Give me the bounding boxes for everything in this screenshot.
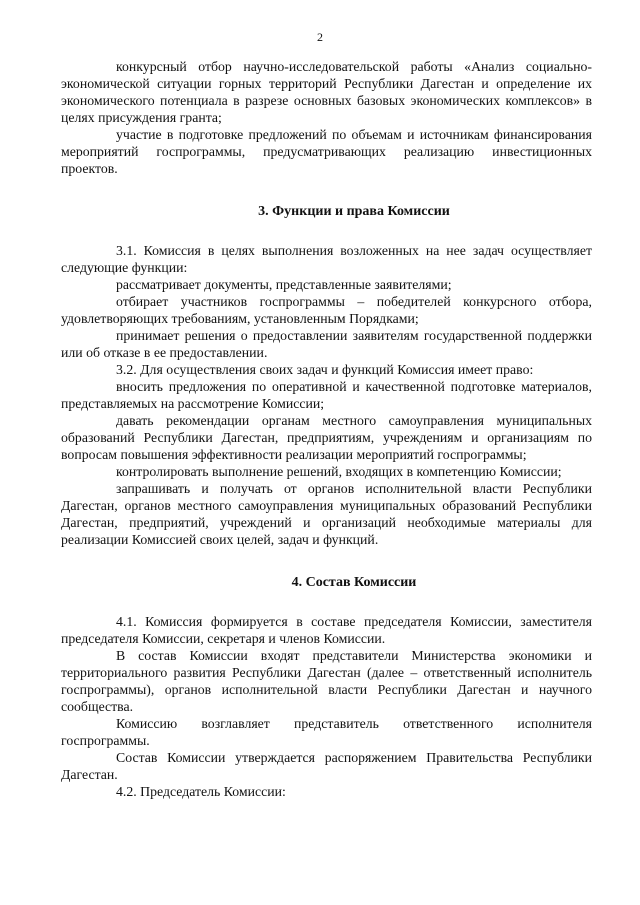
paragraph: контролировать выполнение решений, входящих в компетенцию Комиссии; [116,464,562,479]
paragraph: участие в подготовке предложений по объемам и источникам финансирования мероприятий госпрограммы, предусматривающих реализацию инвестиционных проектов. [61,127,592,176]
paragraph: 3.1. Комиссия в целях выполнения возложенных на нее задач осуществляет следующие функции: [61,243,592,275]
paragraph: В состав Комиссии входят представители Министерства экономики и территориального развития Республики Дагестан (далее – ответственный исполнитель госпрограммы), органов исполнительной власти Республики Дагестан и научного сообщества. [61,648,592,714]
section-heading: 3. Функции и права Комиссии [258,204,450,219]
paragraph: 3.2. Для осуществления своих задач и функций Комиссия имеет право: [116,362,534,377]
paragraph: Состав Комиссии утверждается распоряжением Правительства Республики Дагестан. [61,750,592,782]
paragraph: 4.2. Председатель Комиссии: [116,784,286,799]
paragraph: 4.1. Комиссия формируется в составе председателя Комиссии, заместителя председателя Комиссии, секретаря и членов Комиссии. [61,614,592,646]
paragraph: рассматривает документы, представленные заявителями; [116,277,452,292]
paragraph: конкурсный отбор научно-исследовательской работы «Анализ социально-экономической ситуации горных территорий Республики Дагестан и определение их экономического потенциала в разрезе основных базовых экономических комплексов» в целях присуждения гранта; [61,59,592,125]
paragraph: Комиссию возглавляет представитель ответственного исполнителя госпрограммы. [61,716,592,748]
paragraph: давать рекомендации органам местного самоуправления муниципальных образований Республики Дагестан, предприятиям, учреждениям и организациям по вопросам повышения эффективности реализации мероприятий госпрограммы; [61,413,592,462]
paragraph: запрашивать и получать от органов исполнительной власти Республики Дагестан, органов местного самоуправления муниципальных образований Республики Дагестан, предприятий, учреждений и организаций необходимые материалы для реализации Комиссией своих целей, задач и функций. [61,481,592,547]
section-heading: 4. Состав Комиссии [291,575,417,590]
paragraph: принимает решения о предоставлении заявителям государственной поддержки или об отказе в ее предоставлении. [61,328,592,360]
paragraph: отбирает участников госпрограммы – победителей конкурсного отбора, удовлетворяющих требованиям, установленным Порядками; [61,294,592,326]
document-body [61,58,592,800]
paragraph: вносить предложения по оперативной и качественной подготовке материалов, представляемых на рассмотрение Комиссии; [61,379,592,411]
page-number: 2 [317,30,323,44]
